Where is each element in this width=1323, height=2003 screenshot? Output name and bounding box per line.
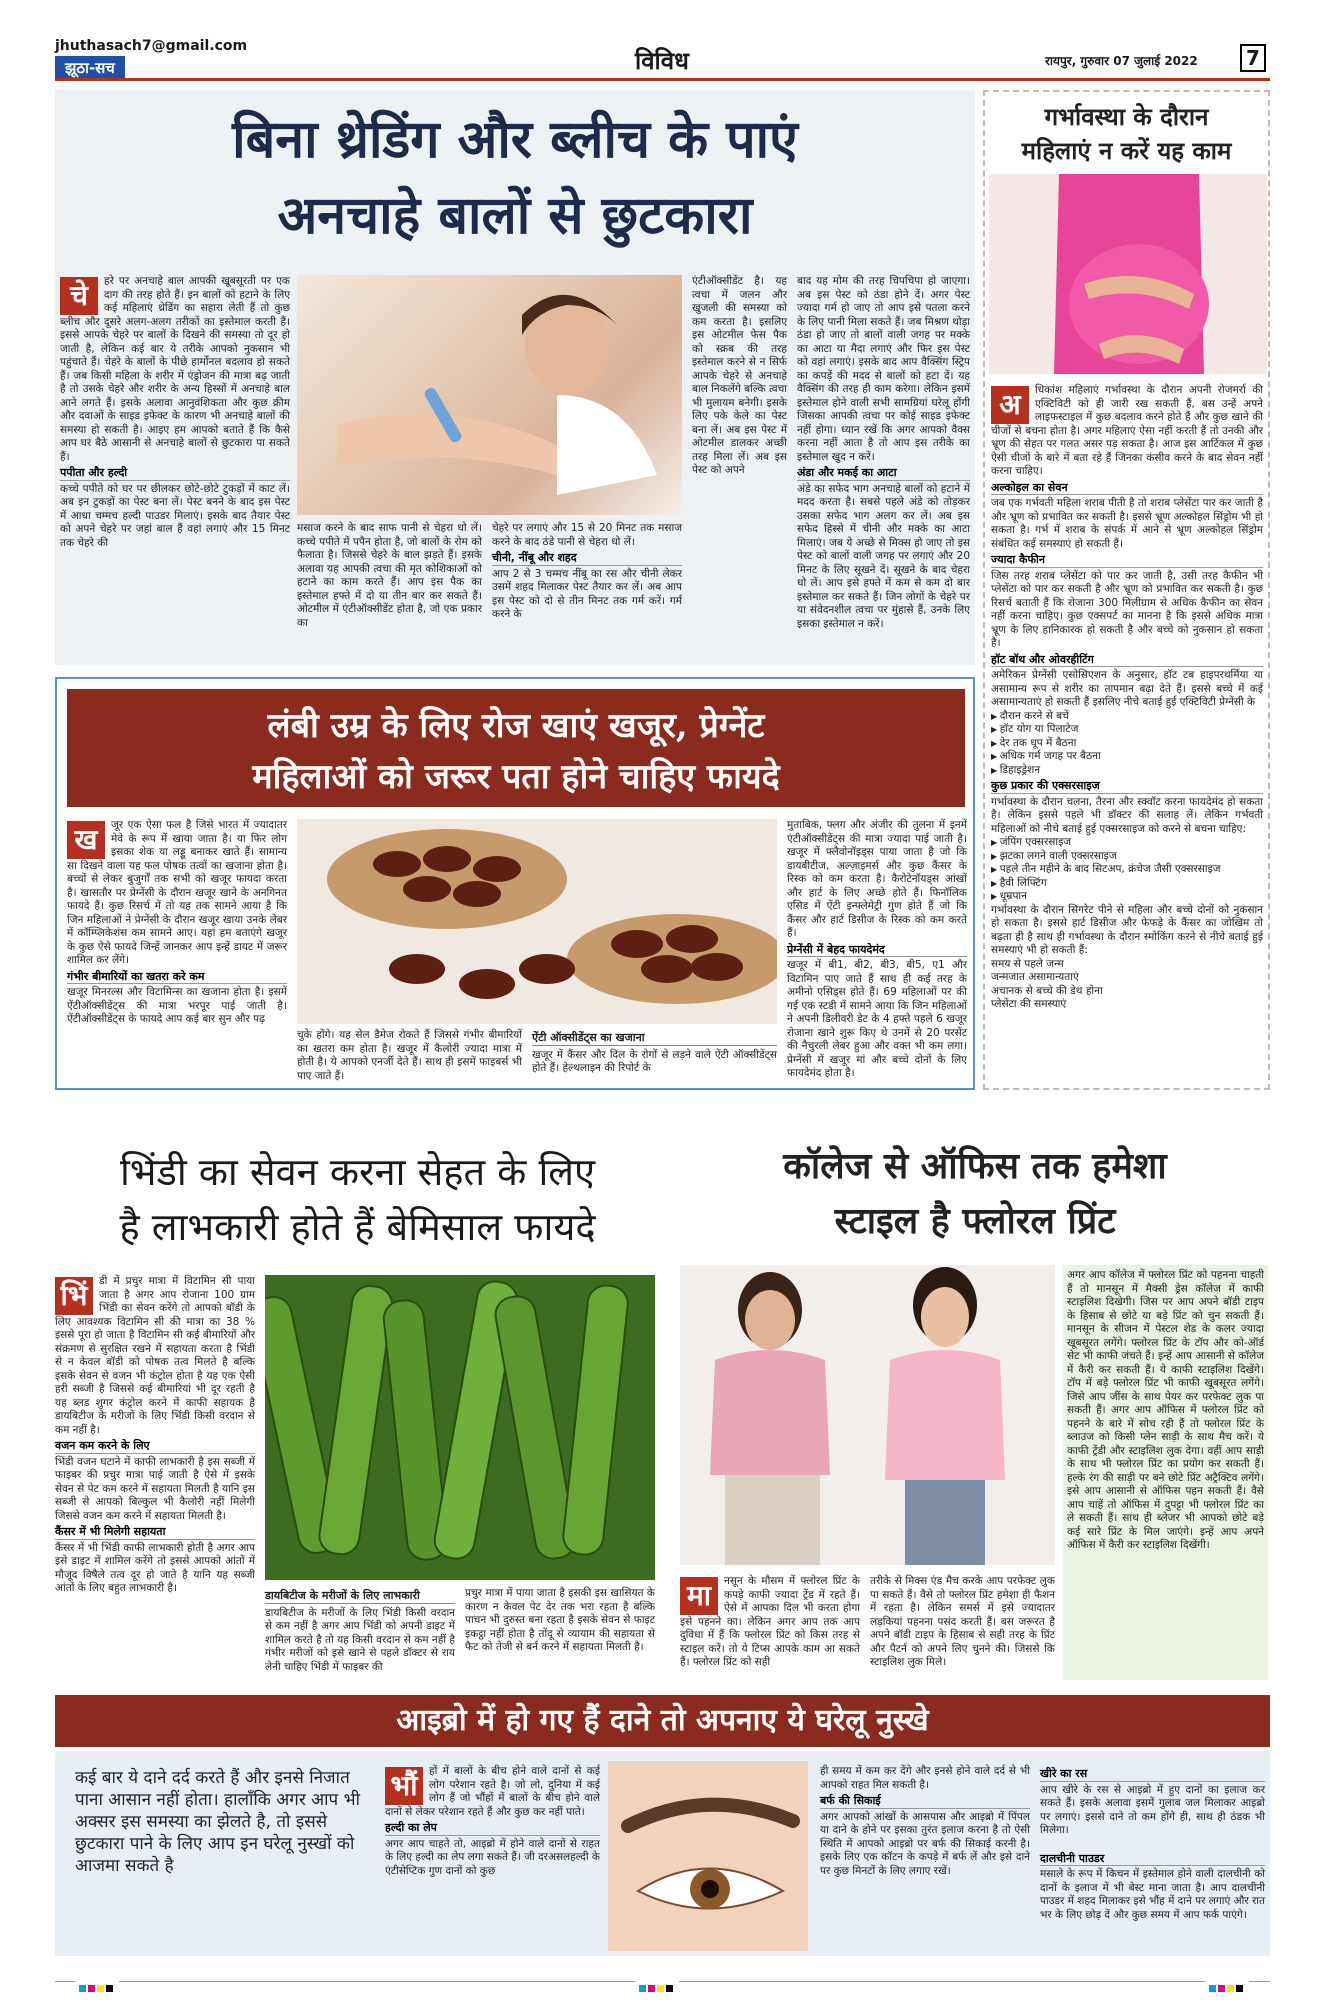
masthead <box>0 0 1323 82</box>
dropcap: भिं <box>55 1277 93 1315</box>
list-item: ▶ जंपिंग एक्सरसाइज <box>991 836 1263 850</box>
lead-text: कई बार ये दाने दर्द करते हैं और इनसे निजात पाना आसान नहीं होता। हालाँकि अगर आप भी अक्सर इस समस्या का झेलते है, तो इससे छुटकारा पाने के लिए आप इन घरेलू नुस्खों को आजमा सकते है <box>75 1768 360 1876</box>
list-item: प्लेसेंटा की समस्याएं <box>991 998 1067 1010</box>
ice-text: अगर आपको आंखों के आसपास और आइब्रो में पिंपल या दाने के होने पर इसका तुरंत इलाज करना है तो ऐसी स्थिति में आपको आइब्रो पर बर्फ की सिकाई करनी है। इसके लिए एक कॉटन के कपड़े में बर्फ लें और इसे दाने पर कुछ मिनटों के लिए लगाए रखें। <box>820 1810 1030 1877</box>
headline-banner <box>67 689 965 807</box>
headline-banner: आइब्रो में हो गए हैं दाने तो अपनाए ये घरेलू नुस्खे <box>55 1695 1270 1747</box>
headline-line-1: लंबी उम्र के लिए रोज खाएं खजूर, प्रेग्नेंट <box>267 706 765 746</box>
email: jhuthasach7@gmail.com <box>55 38 248 54</box>
color-bar-center <box>635 1977 679 1996</box>
column-2-bottom: मसाज करने के बाद साफ पानी से चेहरा धो लें। कच्चे पपीते में पपैन होता है, जो बालों के रोम को फैलाता है। जिससे चेहरे के बाल झड़ते हैं। इसके अलावा यह आपकी त्वचा की मृत कोशिकाओं को हटाने का काम करते हैं। आप इस पैक का इस्तेमाल हफ्ते में दो या तीन बार कर सकते हैं। ओटमील में एंटीऑक्सीडेंट होता है, जो एक प्रकार का <box>297 522 482 629</box>
subhead-exercise: कुछ प्रकार की एक्सरसाइज <box>991 779 1263 794</box>
print-marks-footer <box>55 1975 1270 1989</box>
dropcap: मा <box>680 1577 718 1615</box>
list-item: अचानक से बच्चे की डेथ होना <box>991 984 1103 997</box>
header-rule <box>55 78 1270 81</box>
article-dates <box>55 677 975 1090</box>
dropcap: भौं <box>385 1767 423 1805</box>
dropcap: अ <box>991 386 1029 424</box>
weight-loss-text: भिंडी वजन घटाने में काफी लाभकारी है इस सब्जी में फाइबर की प्रचुर मात्रा पाई जाती है ऐसे में इसके सेवन से पेट कम करने में सहायता मिलती है यानि इस सब्जी से आपको बिल्कुल भी कैलोरी नहीं मिलेगी जिससे वजन कम करने में सहायता मिलती है। <box>55 1455 255 1522</box>
cucumber-text: आप खीरे के रस से आइब्रो में हुए दानों का इलाज कर सकते हैं। इसके अलावा इसमें गुलाब जल मिलाकर आइब्रो पर लगाएं। इससे दाने तो कम होंगे ही, साथ ही ठंडक भी मिलेगा। <box>1040 1783 1265 1836</box>
avoid-list-heat <box>991 710 1263 778</box>
subhead-sugar-lemon: चीनी, नींबू और शहद <box>492 551 682 566</box>
intro-text: धिकांश महिलाएं गर्भावस्था के दौरान अपनी रोजमर्रा की एक्टिविटी को ही जारी रख सकती हैं, बस उन्हें अपने लाइफस्टाइल में कुछ बदलाव करने होते हैं और कुछ खाने की चीजों से बचना होता है। अगर महिलाएं ऐसा नहीं करती हैं तो उनकी और भ्रूण की सेहत पर गलत असर पड़ सकता है। आज इस आर्टिकल में कुछ ऐसी चीजों के बारे में बता रहे हैं जिनका कंसीव करने के बाद सेवन नहीं करना चाहिए। <box>991 384 1263 477</box>
article-floral-print <box>680 1105 1270 1685</box>
subhead-caffeine: ज्यादा कैफीन <box>991 553 1263 568</box>
intro-text: डी में प्रचुर मात्रा में विटामिन सी पाया जाता है अगर आप रोजाना 100 ग्राम भिंडी का सेवन करेंगे तो आपको बॉडी के लिए आवश्यक विटामिन सी की मात्रा का 38 % इससे पूरा हो जाता है विटामिन सी कई बीमारियों और संक्रमण से सुरक्षित रखने में सहायता करता है भिंडी से न केवल बॉडी को पोषक तत्व मिलते है बल्कि इसके सेवन से वजन भी कंट्रोल होता है यह एक ऐसी हरी सब्जी है जिससे कई बीमारियां भी दूर रहती है यह ब्लड शुगर कंट्रोल करने में काफी सहायक है डायबिटीज के मरीजों के लिए भिंडी किसी वरदान से कम नहीं है। <box>55 1275 255 1436</box>
column-2 <box>820 1765 1030 1878</box>
intro-text: नसून के मौसम में फ्लोरल प्रिंट के कपड़े काफी ज्यादा ट्रेंड में रहते हैं। ऐसे में आपका दिल भी करता होगा इसे पहनने का। लेकिन अगर आप तक आप दुविधा में हैं कि फ्लोरल प्रिंट को किस तरह से स्टाइल करें। तो ये टिप्स आपके काम आ सकते हैं। फ्लोरल प्रिंट को सही <box>680 1575 860 1668</box>
list-item: ▶ हैवी लिफ्टिंग <box>991 877 1263 891</box>
headline-line-2: है लाभकारी होते हैं बेमिसाल फायदे <box>119 1205 596 1249</box>
subhead-papaya: पपीता और हल्दी <box>60 466 290 481</box>
subhead-cancer: कैंसर में भी मिलेगी सहायता <box>55 1525 255 1540</box>
avoid-list-exercise <box>991 836 1263 904</box>
antioxidants-text: खजूर में कैंसर और दिल के रोगों से लड़ने वाले ऐंटी ऑक्सीडेंट्स होते हैं। हेल्थलाइन की रिपोर्ट के <box>532 1048 777 1074</box>
page-number: 7 <box>1240 44 1266 72</box>
list-item: ▶ धूम्रपान <box>991 890 1263 904</box>
column-1 <box>680 1575 860 1670</box>
dropcap: ख <box>67 821 105 859</box>
exercise-text: गर्भावस्था के दौरान चलना, तैरना और स्क्वॉट करना फायदेमंद हो सकता है। लेकिन इससे पहले भी डॉक्टर की सलाह लें। लेकिन गर्भवती महिलाओं को नीचे बताई हुई एक्सरसाइज को करने से बचना चाहिए: <box>991 795 1263 835</box>
smoking-list <box>991 958 1263 1012</box>
column-5 <box>797 275 970 631</box>
column-2-bottom: चुके होंगे। यह सेल डैमेज रोकते हैं जिससे गंभीर बीमारियों का खतरा कम होता है। खजूर में कैलोरी ज्यादा मात्रा में होती है। ये आपको एनर्जी देते हैं। साथ ही इसमें फाइबर्स भी पाए जाते हैं। <box>297 1029 522 1082</box>
column-4: एंटीऑक्सीडेंट है। यह त्वचा में जलन और खुजली की समस्या को कम करता है। इसलिए इस ओटमील फेस पैक को स्क्रब की तरह इस्तेमाल करने से न सिर्फ आपके चेहरे से अनचाहे बाल निकलेंगे बल्कि त्वचा भी मुलायम बनेगी। इसके लिए पके केले का पेस्ट बना लें। अब इस पेस्ट में ओटमील डालकर अच्छी तरह मिला लें। अब इस पेस्ट को अपने <box>692 275 788 476</box>
dateline: रायपुर, गुरुवार 07 जुलाई 2022 <box>1045 54 1198 68</box>
column-4 <box>787 819 967 1081</box>
alcohol-text: जब एक गर्भवती महिला शराब पीती है तो शराब प्लेसेंटा पार कर जाती है और भ्रूण को प्रभावित कर सकती है। इससे भ्रूण अल्कोहल सिंड्रोम भी हो सकता है। गर्भ में शराब के संपर्क में आने से भ्रूण अल्कोहल सिंड्रोम संबंधित कई समस्याएं हो सकती हैं। <box>991 497 1263 550</box>
list-item: समय से पहले जन्म <box>991 957 1064 970</box>
flavonoids-text: मुताबिक, फ्लग और अंजीर की तुलना में इनमें एंटीऑक्सीडेंट्स की मात्रा ज्यादा पाई जाती है। खजूर में फ्लैवोनॉइड्स पाया जाता है जो कि डायबीटीज, अल्ज़ाइमर्स और कुछ कैंसर के रिस्क को कम करता है। कैरोटेनॉयड्स आंखों और हार्ट के लिए अच्छे होते हैं। फिनॉलिक एसिड में ऐंटी इन्फ्लेमेट्री गुण होते हैं जो कि कैंसर और हार्ट डिसीज के रिस्क को कम करते हैं। <box>787 819 967 939</box>
papaya-text: कच्चे पपीते को घर पर छीलकर छोटे-छोटे टुकड़ों में काट लें। अब इन टुकड़ों का पेस्ट बना लें। पेस्ट बनने के बाद इस पेस्ट में आधा चम्मच हल्दी पाउडर मिलाएं। इसके बाद तैयार पेस्ट को अपने चेहरे पर जहां बाल हैं वहां लगाएं और 15 मिनट तक चेहरे की <box>60 482 290 549</box>
headline-line-1: बिना थ्रेडिंग और ब्लीच के पाएं <box>232 109 798 170</box>
column-3 <box>492 522 682 622</box>
woman-shaving-image <box>297 275 682 515</box>
pregnant-woman-image <box>989 174 1267 374</box>
eye-image <box>608 1761 808 1951</box>
okra-image <box>265 1275 655 1580</box>
subhead-pregnancy: प्रेग्नेंसी में बेहद फायदेमंद <box>787 943 967 958</box>
headline-line-1: गर्भावस्था के दौरान <box>1044 102 1209 131</box>
article-eyebrow <box>55 1695 1270 1960</box>
turmeric-text: अगर आप चाहते तो, आइब्रो में होने वाले दानों से राहत के लिए हल्दी का लेप लगा सकते हैं। जी दरअसलहल्दी के एंटीसेप्टिक गुण दानों को कुछ <box>385 1837 600 1877</box>
column-1 <box>67 819 287 1027</box>
column-2 <box>265 1587 455 1674</box>
intro-text: हों में बालों के बीच होने वाले दानों से कई लोग परेशान रहते है। जो लो, दुनिया में कई लोग हैं जो भौंहों में बालों के बीच होने वाले दानों से लेकर परेशान रहते हैं और कुछ कर नहीं पाते। <box>385 1765 600 1818</box>
color-bar-right <box>1205 1977 1249 1996</box>
oatmeal-end-text: चेहरे पर लगाएं और 15 से 20 मिनट तक मसाज करने के बाद ठंडे पानी से चेहरा धो लें। <box>492 522 682 548</box>
subhead-ice: बर्फ की सिकाई <box>820 1794 1030 1809</box>
dropcap: चे <box>60 277 98 315</box>
column-2: तरीके से मिक्स एंड मैच करके आप परफेक्ट लुक पा सकते हैं। वैसे तो फ्लोरल प्रिंट हमेशा ही फैशन में रहता है। लेकिन समर्स में इसे ज्यादातर लड़कियां पहनना पसंद करती हैं। बस जरूरत है अपने बॉडी टाइप के हिसाब से सही तरह के प्रिंट और पैटर्न को अपने लिए चुनने की। जिससे कि स्टाइलिश लुक मिले। <box>870 1575 1055 1668</box>
wax-text: बाद यह मोम की तरह चिपचिपा हो जाएगा। अब इस पेस्ट को ठंडा होने दें। अगर पेस्ट ज्यादा गर्म हो जाए तो आप इसे पतला करने के लिए पानी मिला सकते हैं। जब मिश्रण थोड़ा ठंडा हो जाए तो बालों वाली जगह पर मक्के का आटा या मैदा लगाएं और फिर इस पेस्ट को वहां लगाएं। इसके बाद आप वैक्सिंग स्ट्रिप का कपड़ें की मदद से बालों को हटा दें। यह वैक्सिंग की तरह ही काम करेगा। लेकिन इसमें इस्तेमाल होने वाली सभी सामग्रियां घरेलू होंगी जिसका आपकी त्वचा पर कोई साइड इफेक्ट नहीं होगा। ध्यान रखें कि अगर आपको वैक्स करना नहीं आता है तो आप इस तरीके का इस्तेमाल खुद न करें। <box>797 275 970 463</box>
subhead-cucumber: खीरे का रस <box>1040 1767 1265 1782</box>
sugar-lemon-text: आप 2 से 3 चम्मच नींबू का रस और चीनी लेकर उसमें शहद मिलाकर पेस्ट तैयार कर लें। अब आप इस पेस्ट को दो से तीन मिनट तक गर्म करें। गर्म करने के <box>492 567 682 620</box>
color-bar-left <box>75 1977 119 1996</box>
smoking-text: गर्भावस्था के दौरान सिगरेट पीने से महिला और बच्चे दोनों को नुकसान हो सकता है। इससे हार्ट डिसीज और फेफड़े के कैंसर का जोखिम तो बढ़ता ही है साथ ही गर्भावस्था के दौरान स्मोकिंग करने से नीचे बताई हुई समस्याएं भी हो सकती हैं: <box>991 903 1263 956</box>
hot-bath-text: अमेरिकन प्रेग्नेंसी एसोसिएशन के अनुसार, हॉट टब हाइपरथर्मिया या असामान्य रूप से शरीर का तापमान बढ़ा देते हैं। इससे बच्चे में कई असामान्यताएं हो सकती हैं इसलिए नीचे बताई हुई एक्टिविटी प्रेग्नेंसी के <box>991 669 1263 708</box>
section-title: विविध <box>635 47 689 75</box>
subhead-diseases: गंभीर बीमारियों का खतरा करे कम <box>67 970 287 985</box>
list-item: ▶ हॉट योग या पिलाटेज <box>991 723 1263 737</box>
diseases-text: खजूर मिनरल्स और विटामिन्स का खजाना होता है। इसमें ऐंटीऑक्सीडेंट्स की मात्रा भरपूर पाई जाती है। ऐंटीऑक्सीडेंट्स के फायदे आप कई बार सुन और पढ़ <box>67 986 287 1025</box>
turmeric-end-text: ही समय में कम कर देंगे और इनसे होने वाले दर्द से भी आपको राहत मिल सकती है। <box>820 1765 1030 1791</box>
intro-text: जूर एक ऐसा फल है जिसे भारत में ज्यादातर मेवे के रूप में खाया जाता है। या फिर लोग इसका शेक या लड्डू बनाकर खाते हैं। सामान्य सा दिखने वाला यह फल पोषक तत्वों का खजाना होता है। बच्चों से लेकर बुजुर्गों तक सभी को खजूर फायदा करता है। खासतौर पर प्रेग्नेंसी के दौरान खजूर खाने के अनगिनत फायदे हैं। कुछ रिसर्च में तो यह तक सामने आया है कि जिन महिलाओं ने प्रेग्नेंसी के दौरान खजूर खाया उनके लेबर में कॉम्प्लिकेशंस कम सामने आए। यहां हम बताएंगे खजूर के कुछ ऐसे फायदे जिन्हें जानकर आप इन्हें डायट में जरूर शामिल कर लेंगे। <box>67 819 287 966</box>
cinnamon-text: मसाले के रूप में किचन में इस्तेमाल होने वाली दालचीनी को दानों के इलाज में भी बेस्ट माना जाता है। आप दालचीनी पाउडर में शहद मिलाकर इसे भौंह में दाने पर लगाएं और रात भर के लिए छोड़ दें और कुछ समय में आप फर्क पाएंगे। <box>1040 1868 1266 1921</box>
headline-line-2: स्टाइल है फ्लोरल प्रिंट <box>834 1200 1116 1242</box>
brand-tag: झूठा-सच <box>55 56 125 80</box>
headline-line-2: महिलाओं को जरूर पता होने चाहिए फायदे <box>252 757 780 797</box>
headline-line-1: भिंडी का सेवन करना सेहत के लिए <box>119 1150 596 1194</box>
floral-models-image <box>680 1265 1055 1565</box>
column-3 <box>1040 1765 1265 1922</box>
column-1 <box>55 1275 255 1596</box>
column-3 <box>532 1029 777 1076</box>
diabetes-text: डायबिटीज के मरीजों के लिए भिंडी किसी वरदान से कम नहीं है अगर आप भिंडी को अपनी डाइट में शामिल करते है तो यह किसी वरदान से कम नहीं है गंभीर मरीजों को इसे खाने से पहले डॉक्टर से राय लेनी चाहिए भिंडी में फाइबर की <box>265 1606 455 1673</box>
cancer-text: कैंसर में भी भिंडी काफी लाभकारी होती है अगर आप इसे डाइट में शामिल करेंगे तो इससे आपको आंतों में मौजूद विषैले तत्व दूर हो जाते है यानि यह सब्जी आंतों के लिए बहुत लाभकारी है। <box>55 1541 255 1594</box>
subhead-diabetes: डायबिटीज के मरीजों के लिए लाभकारी <box>265 1589 455 1604</box>
list-item: ▶ दौरान करने से बचें <box>991 710 1263 724</box>
article-okra <box>55 1105 660 1685</box>
headline-line-2: अनचाहे बालों से छुटकारा <box>277 185 753 246</box>
column-1 <box>60 275 290 550</box>
side-column: अगर आप कॉलेज में फ्लोरल प्रिंट को पहनना चाहती हैं तो मानसून में मैक्सी ड्रेस कॉलेज में काफी स्टाइलिश दिखेगी। जिस पर आप अपने बॉडी टाइप के हिसाब से छोटे या बड़े प्रिंट को चुन सकती हैं। मानसून के सीजन में पेस्टल शेड के कलर ज्यादा खूबसूरत लगेंगे। फ्लोरल प्रिंट के टॉप और को-ऑर्ड सेट भी काफी जंचते हैं। इन्हें आप आसानी से कॉलेज में कैरी कर सकती हैं। ये काफी स्टाइलिश दिखेंगे। टॉप में बड़े फ्लोरल प्रिंट भी काफी खूबसूरत लगेंगे। जिसे आप जींस के साथ पेयर कर परफेक्ट लुक पा सकती हैं। अगर आप ऑफिस में फ्लोरल प्रिंट को पहनने के बारे में सोच रही हैं तो फ्लोरल प्रिंट के ब्लाउज को किसी प्लेन साड़ी के साथ मैच करें। ये काफी ट्रेंडी और स्टाइलिश लुक देगा। वहीं आप साड़ी के साथ भी फ्लोरल प्रिंट का प्रयोग कर सकती हैं। हल्के रंग की साड़ी पर बने छोटे प्रिंट अट्रैक्टिव लगेंगे। इसे आप आसानी से ऑफिस पहन सकती हैं। वैसे आप चाहें तो ऑफिस में दुपट्टा भी फ्लोरल प्रिंट का ले सकती हैं। साथ ही ब्लेजर भी आपको छोटे बड़े कई सारे प्रिंट के मिल जाएंगे। इन्हें आप अपने ऑफिस में कैरी कर स्टाइलिश दिखेंगी। <box>1063 1265 1268 1680</box>
pregnancy-text: खजूर में बी1, बी2, बी3, बी5, ए1 और विटामिन पाए जाते हैं साथ ही कई तरह के अमीनो एसिड्स होते हैं। 69 महिलाओं पर की गई एक स्टडी में सामने आया कि जिन महिलाओं ने अपनी डिलीवरी डेट के 4 हफ्ते पहले 6 खजूर रोजाना खाने शुरू किए थे उनमें से 20 परसेंट की नैचुरली लेबर हुआ और वक्त भी कम लगा। प्रेग्नेंसी में खजूर मां और बच्चे दोनों के लिए फायदेमंद होता है। <box>787 959 967 1079</box>
column-1 <box>385 1765 600 1878</box>
list-item: जन्मजात असामान्यताएं <box>991 971 1079 983</box>
column-3: प्रचुर मात्रा में पाया जाता है इसकी इस खासियत के कारण न केवल पेट देर तक भरा रहता है बल्कि पाचन भी दुरुस्त बना रहता है इसके सेवन से फाइट इकट्ठा नहीं होता है तोंदू से व्यायाम की सहायता से फैट को तेजी से बर्न करने में सहायता मिलती है। <box>465 1587 655 1653</box>
list-item: ▶ देर तक धूप में बैठना <box>991 737 1263 751</box>
subhead-hot-bath: हॉट बॉथ और ओवरहीटिंग <box>991 653 1263 668</box>
subhead-antioxidants: ऐंटी ऑक्सीडेंट्स का खजाना <box>532 1031 777 1046</box>
article-unwanted-hair <box>55 90 975 665</box>
subhead-egg: अंडा और मकई का आटा <box>797 466 970 481</box>
subhead-cinnamon: दालचीनी पाउडर <box>1040 1852 1265 1867</box>
list-item: ▶ अधिक गर्म जगह पर बैठना <box>991 750 1263 764</box>
headline-line-1: कॉलेज से ऑफिस तक हमेशा <box>783 1145 1167 1187</box>
egg-text: अंडे का सफेद भाग अनचाहे बालों को हटाने में मदद करता है। सबसे पहले अंडे को तोड़कर उसका सफेद भाग अलग कर लें। अब इस सफेद हिस्से में चीनी और मक्के का आटा मिलाएं। जब ये अच्छे से मिक्स हो जाए तो इस पेस्ट को बालों वाली जगह पर लगाएं और 20 मिनट के लिए सूखने दें। सूखने के बाद चेहरा धो लें। आप इसे हफ्ते में कम से कम दो बार इस्तेमाल कर सकते हैं। जिन लोगों के चेहरे पर या संवेदनशील त्वचा पर मुंहासे हैं, उनके लिए इसका इस्तेमाल न करें। <box>797 482 970 630</box>
list-item: ▶ डिहाइड्रेशन <box>991 764 1263 778</box>
caffeine-text: जिस तरह शराब प्लेसेंटा को पार कर जाती है, उसी तरह कैफीन भी प्लेसेंटा को पार कर सकती है और भ्रूण को प्रभावित कर सकती है। कुछ रिसर्च बताती हैं कि रोजाना 300 मिलीग्राम से अधिक कैफीन का सेवन नहीं करना चाहिए। कुछ एक्सपर्ट का मानना है कि इससे अधिक मात्रा भ्रूण के लिए हानिकारक हो सकती है और बच्चे को नुकसान हो सकता है। <box>991 569 1263 649</box>
dates-image <box>297 819 777 1024</box>
intro-text: हरे पर अनचाहे बाल आपकी खूबसूरती पर एक दाग की तरह होते हैं। इन बालों को हटाने के लिए कई महिलाएं थ्रेडिंग का सहारा लेती हैं तो कुछ ब्लीच और दूसरे अलग-अलग तरीकों का इस्तेमाल करती हैं। इससे आपके चेहरे पर बालों के दिखने की समस्या तो दूर हो जाती है, लेकिन कई बार ये तरीके आपको नुकसान भी पहुंचाते हैं। चेहरे के बालों के पीछे हार्मोनल बदलाव हो सकते हैं। जब किसी महिला के शरीर में एंड्रोजन की मात्रा बढ़ जाती है तो उसके चेहरे और शरीर के अन्य हिस्सों में अनचाहे बाल आने लगते हैं। इसके अलावा आनुवंशिकता और कुछ क्रीम और दवाओं के साइड इफेक्ट के कारण भी अनचाहे बालों की समस्या हो सकती है। आइए हम आपको बताते हैं कि कैसे आप घर बैठे आसानी से अनचाहे बालों से छुटकारा पा सकते हैं। <box>60 275 290 463</box>
article-body <box>991 384 1263 1012</box>
list-item: ▶ पहले तीन महीने के बाद सिटअप, क्रंचेज जैसी एक्सरसाइज <box>991 863 1263 877</box>
subhead-weight-loss: वजन कम करने के लिए <box>55 1439 255 1454</box>
headline-line-2: महिलाएं न करें यह काम <box>1021 136 1232 165</box>
article-pregnancy <box>983 90 1270 1090</box>
list-item: ▶ झटका लगने वाली एक्सरसाइज <box>991 850 1263 864</box>
subhead-turmeric: हल्दी का लेप <box>385 1821 600 1836</box>
subhead-alcohol: अल्कोहल का सेवन <box>991 481 1263 496</box>
